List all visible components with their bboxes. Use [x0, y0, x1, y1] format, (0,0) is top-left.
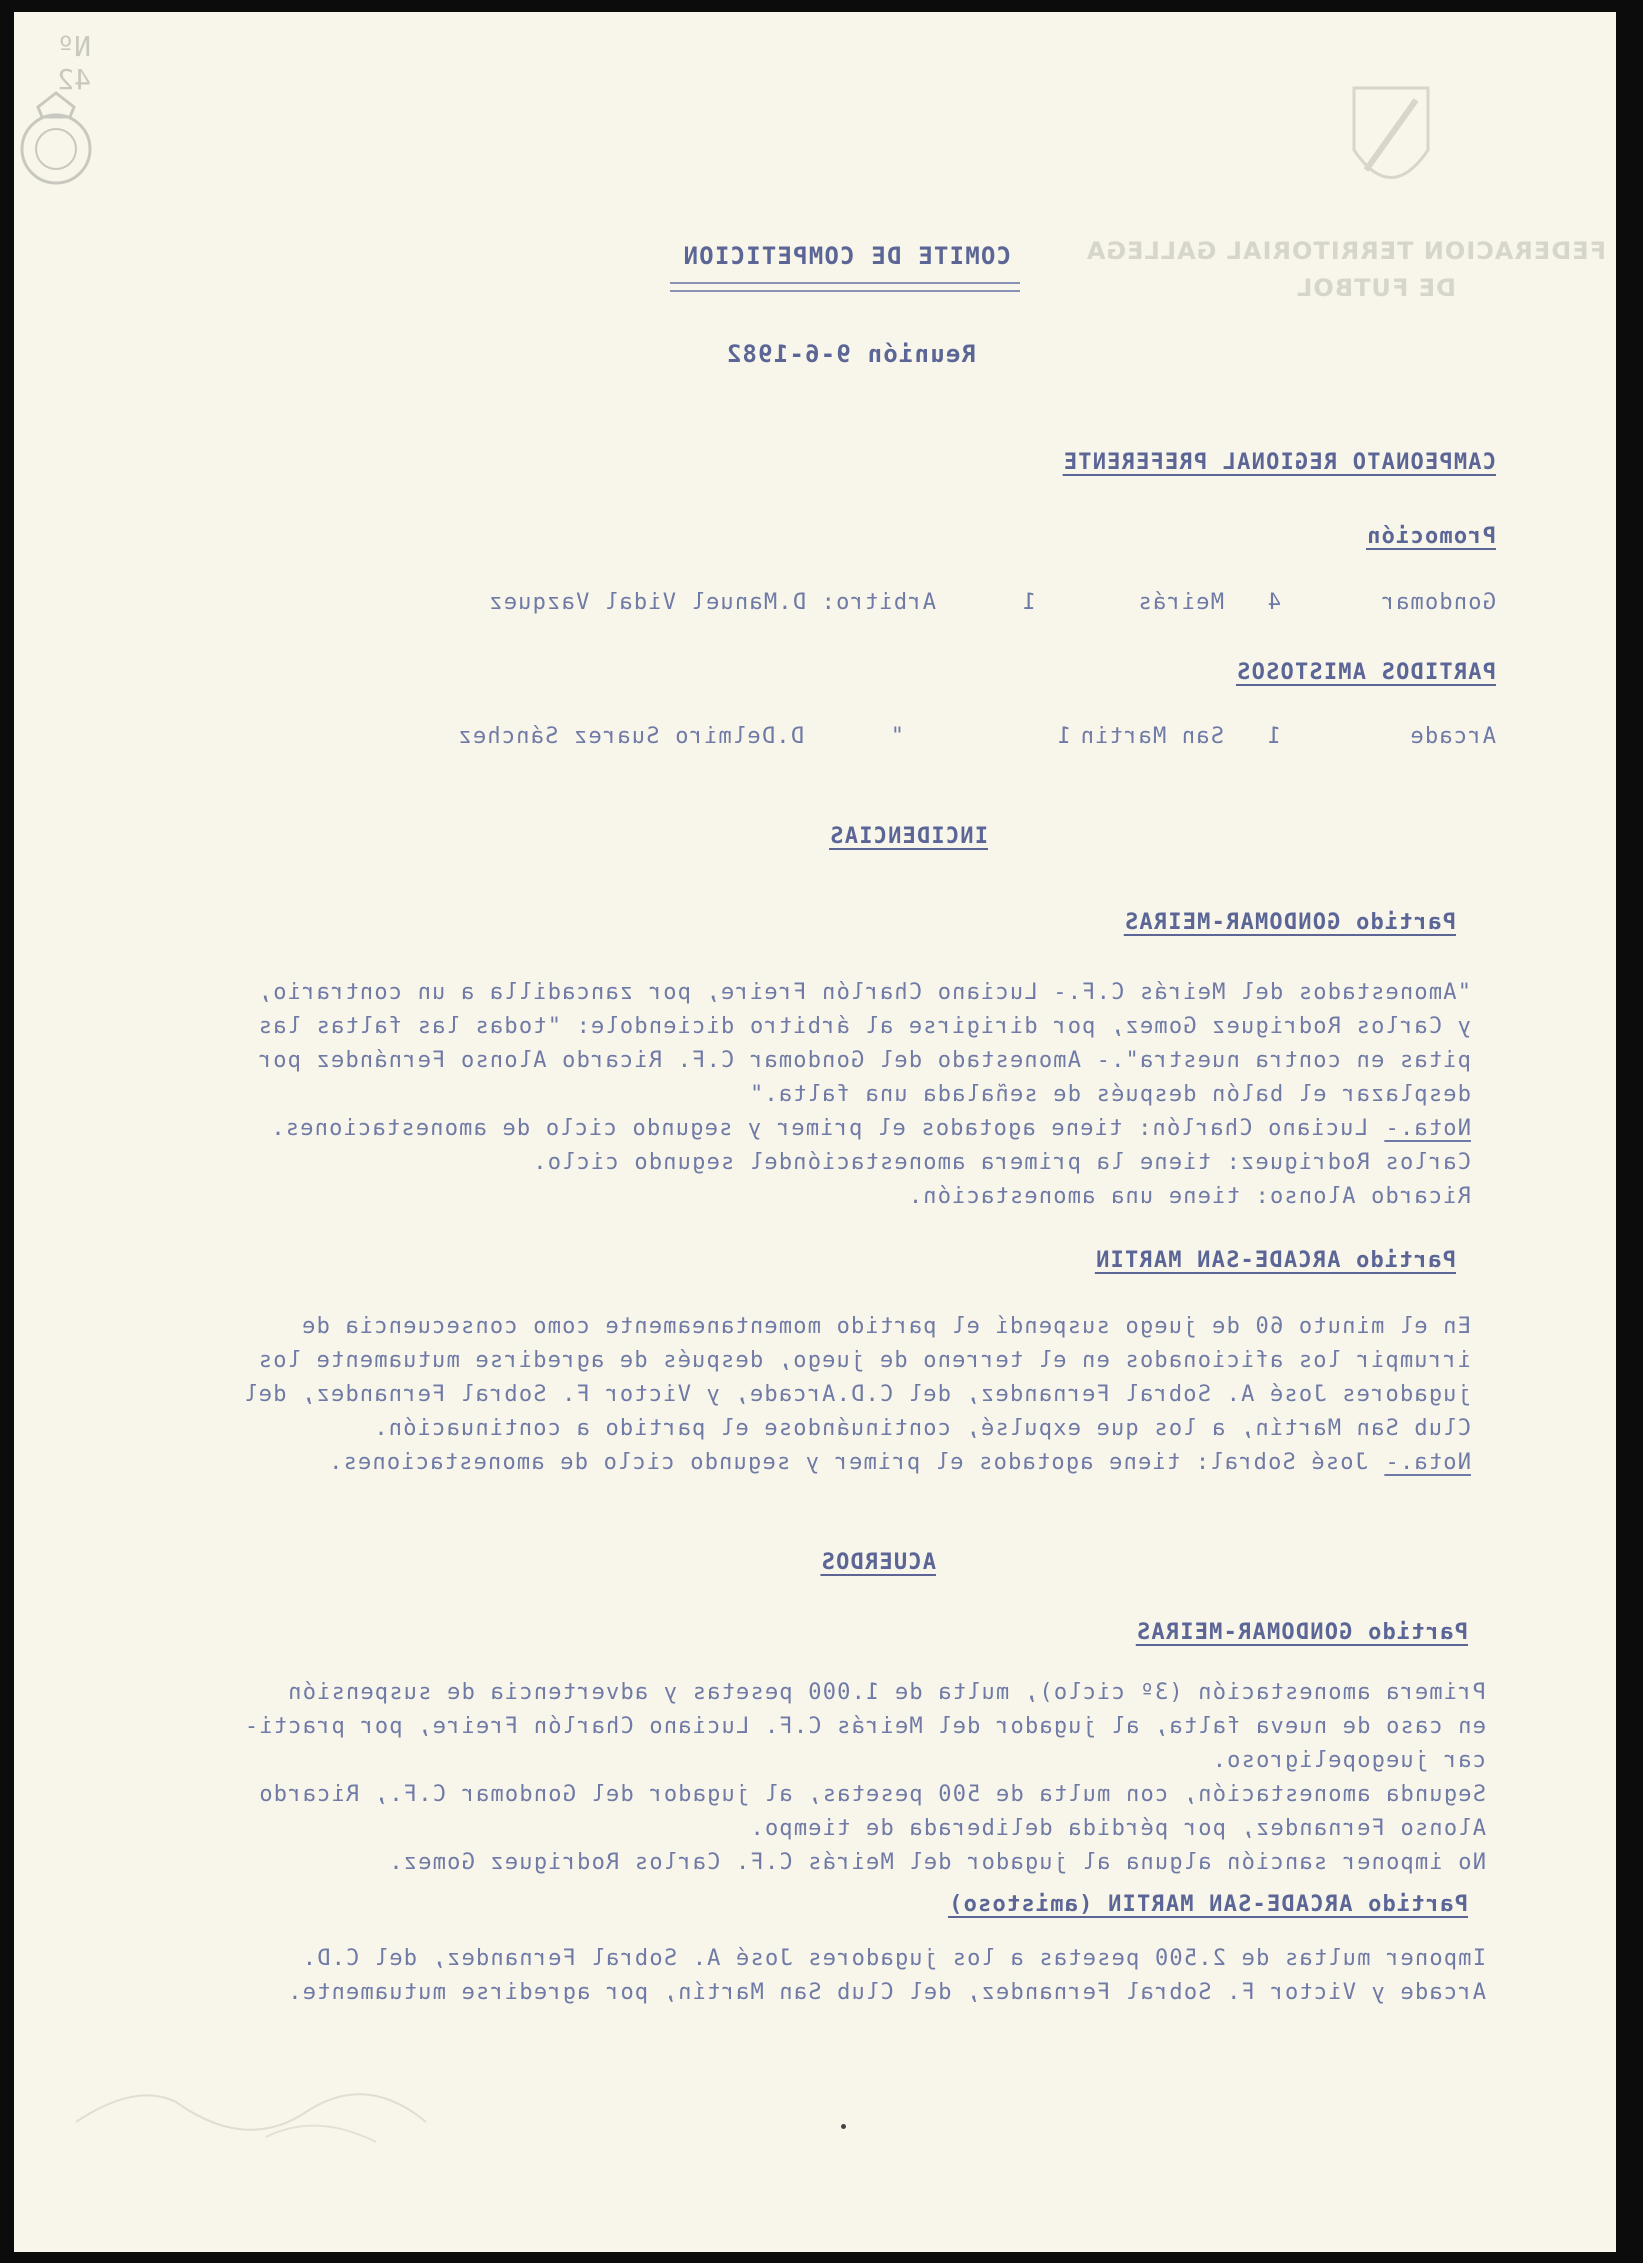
incidents-match2-line-2: irrumpir los aficionados en el terreno de juego, después de agredirse mutuamente los	[257, 1348, 1471, 1373]
incidents-match1-line-1: "Amonestados del Meirás C.F.- Luciano Charlón Freire, por zancadilla a un contrario,	[257, 980, 1471, 1005]
result-referee: Arbitro: D.Manuel Vidal Vazquez	[488, 590, 936, 615]
agreements-match2-title: Partido ARCADE-SAN MARTIN (amistoso)	[947, 1892, 1468, 1917]
agreements-match1-line-4: Segunda amonestación, con multa de 500 pesetas, al jugador del Gondomar C.F., Ricardo	[258, 1782, 1486, 1807]
document-page	[14, 12, 1616, 2252]
result-home-team: Gondomar	[1380, 590, 1496, 615]
incidents-match2-note-label: Nota.-	[1384, 1450, 1471, 1475]
agreements-match1-line-6: No imponer sanción alguna al jugador del Meirás C.F. Carlos Rodriguez Gomez.	[388, 1850, 1486, 1875]
signature-bleed	[56, 2052, 436, 2162]
incidents-match1-line-2: y Carlos Rodriguez Gomez, por dirigirse al árbitro diciendole: "todas las faltas las	[257, 1014, 1471, 1039]
agreements-match1-line-3: car juegopeligroso.	[1211, 1748, 1486, 1773]
promotion-label: Promoción	[1365, 524, 1496, 549]
agreements-match1-line-1: Primera amonestación (3º ciclo), multa de 1.000 pesetas y advertencia de suspensión	[287, 1680, 1486, 1705]
federation-name-line2: DE FUTBOL	[1296, 274, 1456, 302]
friendly-home-team: Arcade	[1409, 724, 1496, 749]
friendly-home-score: 1	[1266, 724, 1281, 749]
incidents-match1-note-label: Nota.-	[1384, 1116, 1471, 1141]
championship-title: CAMPEONATO REGIONAL PREFERENTE	[1062, 450, 1496, 475]
result-away-team: Meirás	[1137, 590, 1224, 615]
result-away-score: 1	[1021, 590, 1036, 615]
document-title: COMITE DE COMPETICION	[682, 242, 1011, 270]
friendly-away-team: San Martin	[1079, 724, 1224, 749]
incidents-match1-note-1: Luciano Charlón: tiene agotados el primer y segundo ciclo de amonestaciones.	[270, 1116, 1368, 1141]
mirrored-page-content	[14, 12, 1616, 2252]
incidents-match2-title: Partido ARCADE-SAN MARTIN	[1094, 1248, 1456, 1273]
incidents-match2-line-3: jugadores José A. Sobral Fernandez, del C.D.Arcade, y Victor F. Sobral Fernandez, del	[243, 1382, 1471, 1407]
crest-icon	[16, 87, 96, 197]
incidents-match1-note-3: Ricardo Alonso: tiene una amonestación.	[907, 1184, 1471, 1209]
incidents-match1-note-2: Carlos Rodriguez: tiene la primera amonestacióndel segundo ciclo.	[532, 1150, 1471, 1175]
friendly-referee: D.Delmiro Suarez Sánchez	[457, 724, 804, 749]
incidents-match1-title: Partido GONDOMAR-MEIRAS	[1123, 910, 1456, 935]
federation-name-line1: FEDERACION TERRITORIAL GALLEGA	[1085, 237, 1606, 265]
agreements-match1-line-5: Alonso Fernandez, por pérdida deliberada de tiempo.	[749, 1816, 1486, 1841]
incidents-match1-line-3: pitas en contra nuestra".- Amonestado del Gondomar C.F. Ricardo Alonso Fernández por	[257, 1048, 1471, 1073]
title-double-rule	[670, 282, 1020, 292]
incidents-match2-note: José Sobral: tiene agotados el primer y segundo ciclo de amonestaciones.	[327, 1450, 1368, 1475]
agreements-match2-line-1: Imponer multas de 2.500 pesetas a los jugadores José A. Sobral Fernandez, del C.D.	[301, 1946, 1486, 1971]
ink-dot	[841, 2124, 846, 2129]
incidents-title: INCIDENCIAS	[829, 824, 988, 849]
friendly-ditto: "	[889, 724, 904, 749]
incidents-match1-line-4: desplazar el balón después de señalada una falta."	[748, 1082, 1471, 1107]
agreements-match1-line-2: en caso de nueva falta, al jugador del Meirás C.F. Luciano Charlón Freire, por practi-	[243, 1714, 1486, 1739]
stamp-number: Nº 42	[57, 30, 91, 96]
meeting-date: Reunión 9-6-1982	[725, 340, 976, 368]
friendly-title: PARTIDOS AMISTOSOS	[1235, 660, 1496, 685]
agreements-match2-line-2: Arcade y Victor F. Sobral Fernandez, del Club San Martín, por agredirse mutuamente.	[287, 1980, 1486, 2005]
incidents-match2-line-4: Club San Martín, a los que expulsé, continuándose el partido a continuación.	[373, 1416, 1471, 1441]
agreements-title: ACUERDOS	[820, 1550, 936, 1575]
result-home-score: 4	[1266, 590, 1281, 615]
agreements-match1-title: Partido GONDOMAR-MEIRAS	[1135, 1620, 1468, 1645]
incidents-match2-line-1: En el minuto 60 de juego suspendí el partido momentaneamente como consecuencia de	[300, 1314, 1471, 1339]
friendly-away-score: 1	[1056, 724, 1071, 749]
federation-shield-icon	[1346, 80, 1436, 210]
